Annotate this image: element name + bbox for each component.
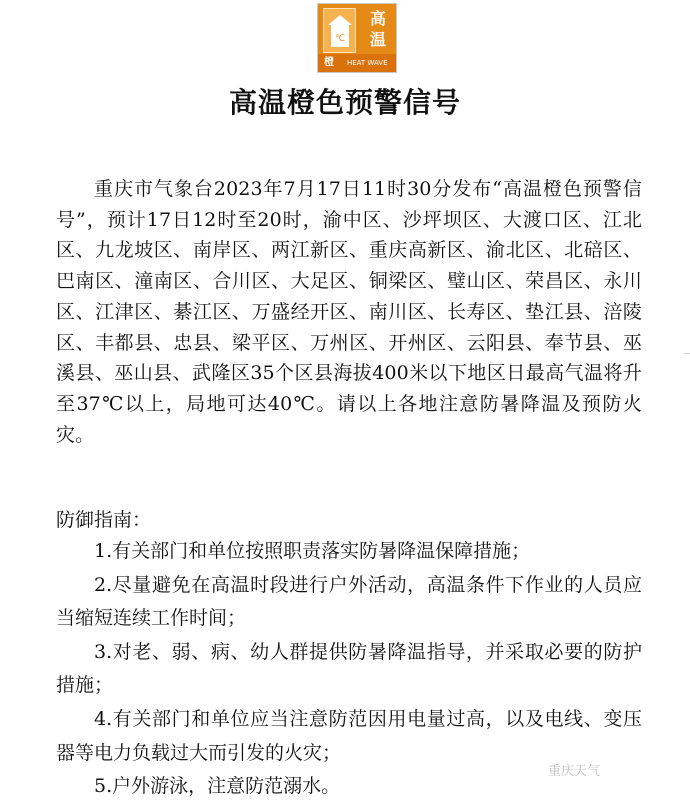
badge-label-line1: 高 [369,9,386,28]
guide-item-1: 1.有关部门和单位按照职责落实防暑降温保障措施； [94,540,531,562]
guide-item-5: 5.户外游泳，注意防范溺水。 [94,775,341,798]
badge-icon-box [323,8,356,53]
badge-label-line2: 温 [369,30,386,49]
announcement-paragraph: 重庆市气象台2023年7月17日11时30分发布“高温橙色预警信号”，预计17日12时至20时，渝中区、沙坪坝区、大渡口区、江北区、九龙坡区、南岸区、两江新区、重庆高新区、渝北区、北碚区、巴南区、潼南区、合川区、大足区、铜梁区、璧山区、荣昌区、永川区、江津区、綦江区、万盛经开区、南川区、长寿区、垫江县、涪陵区、丰都县、忠县、梁平区、万州区、开州区、云阳县、奉节县、巫溪县、巫山县、武隆区35个区县海拔400米以下地区日最高气温将升至37℃以上，局地可达40℃。请以上各地注意防暑降温及预防火灾。 [56,178,642,446]
guide-item-2: 2.尽量避免在高温时段进行户外活动，高温条件下作业的人员应当缩短连续工作时间； [56,573,642,630]
page-title: 高温橙色预警信号 [228,86,461,119]
edge-mark [684,353,690,354]
badge-label [362,8,394,50]
guide-item-3: 3.对老、弱、病、幼人群提供防暑降温指导，并采取必要的防护措施； [56,640,642,697]
guide-item-4: 4.有关部门和单位应当注意防范因用电量过高，以及电线、变压器等电力负载过大而引发的火灾； [56,707,642,764]
watermark: 重庆天气 [548,764,601,779]
badge-footer [318,54,396,72]
thermometer-house-icon [327,13,353,49]
svg-text:℃: ℃ [334,34,346,44]
badge-caption: HEAT WAVE [347,59,388,67]
badge-level: 橙 [324,57,334,68]
guide-heading: 防御指南： [56,509,152,531]
heat-wave-warning-badge [317,3,397,73]
